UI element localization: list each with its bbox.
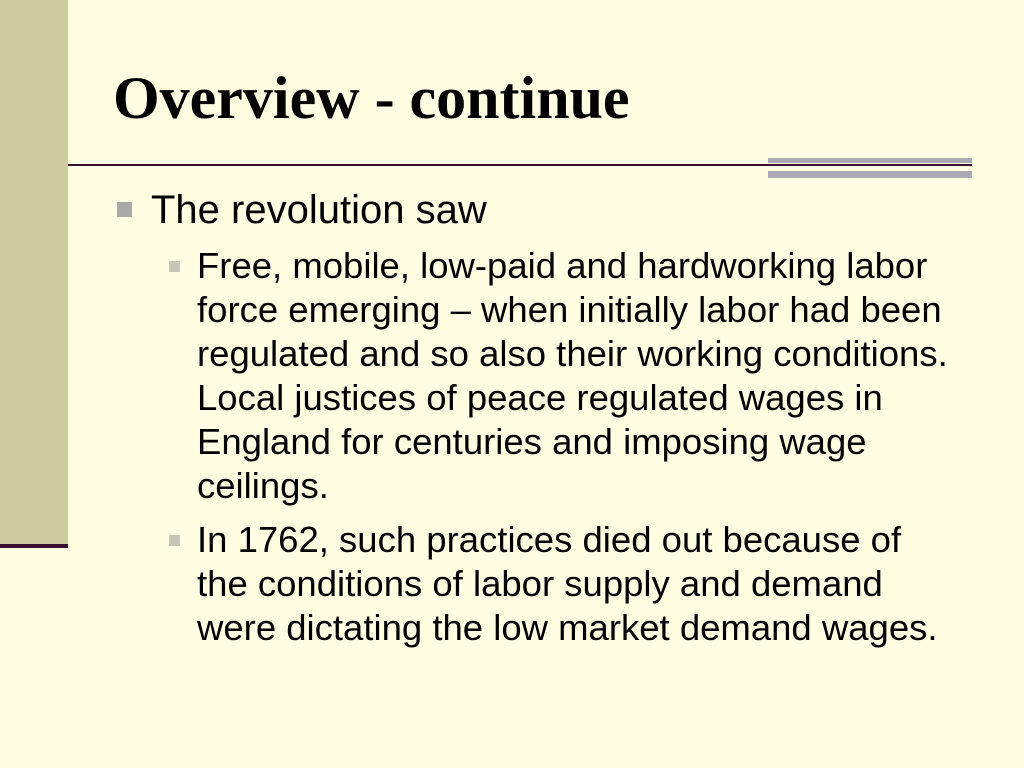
- small-square-bullet-icon: [169, 261, 180, 272]
- sub-bullet-line: Free, mobile, low-paid and hardworking labor: [197, 245, 928, 286]
- title-rule-gray-bottom: [768, 171, 972, 178]
- title-rule-gray-top: [768, 158, 972, 163]
- title-rule: [68, 164, 972, 166]
- slide-title: Overview - continue: [113, 65, 630, 131]
- sub-bullet-paragraph: [197, 244, 948, 508]
- sub-bullet-line: Local justices of peace regulated wages in: [197, 377, 883, 418]
- sub-bullet-line: In 1762, such practices died out because of: [197, 519, 902, 560]
- sub-bullet-line: force emerging – when initially labor had been: [197, 289, 942, 330]
- sub-bullet-line: regulated and so also their working conditions.: [197, 333, 948, 374]
- sub-bullet-line: the conditions of labor supply and demand: [197, 563, 883, 604]
- small-square-bullet-icon: [169, 535, 180, 546]
- sub-bullet-line: England for centuries and imposing wage: [197, 421, 867, 462]
- square-bullet-icon: [117, 202, 132, 217]
- sub-bullet-line: ceilings.: [197, 465, 329, 506]
- side-accent-line: [0, 544, 68, 548]
- side-decor-strip: [0, 0, 68, 545]
- sub-bullet-paragraph: [197, 518, 938, 650]
- bullet-text: The revolution saw: [151, 188, 487, 232]
- sub-bullet-line: were dictating the low market demand wages.: [197, 607, 938, 648]
